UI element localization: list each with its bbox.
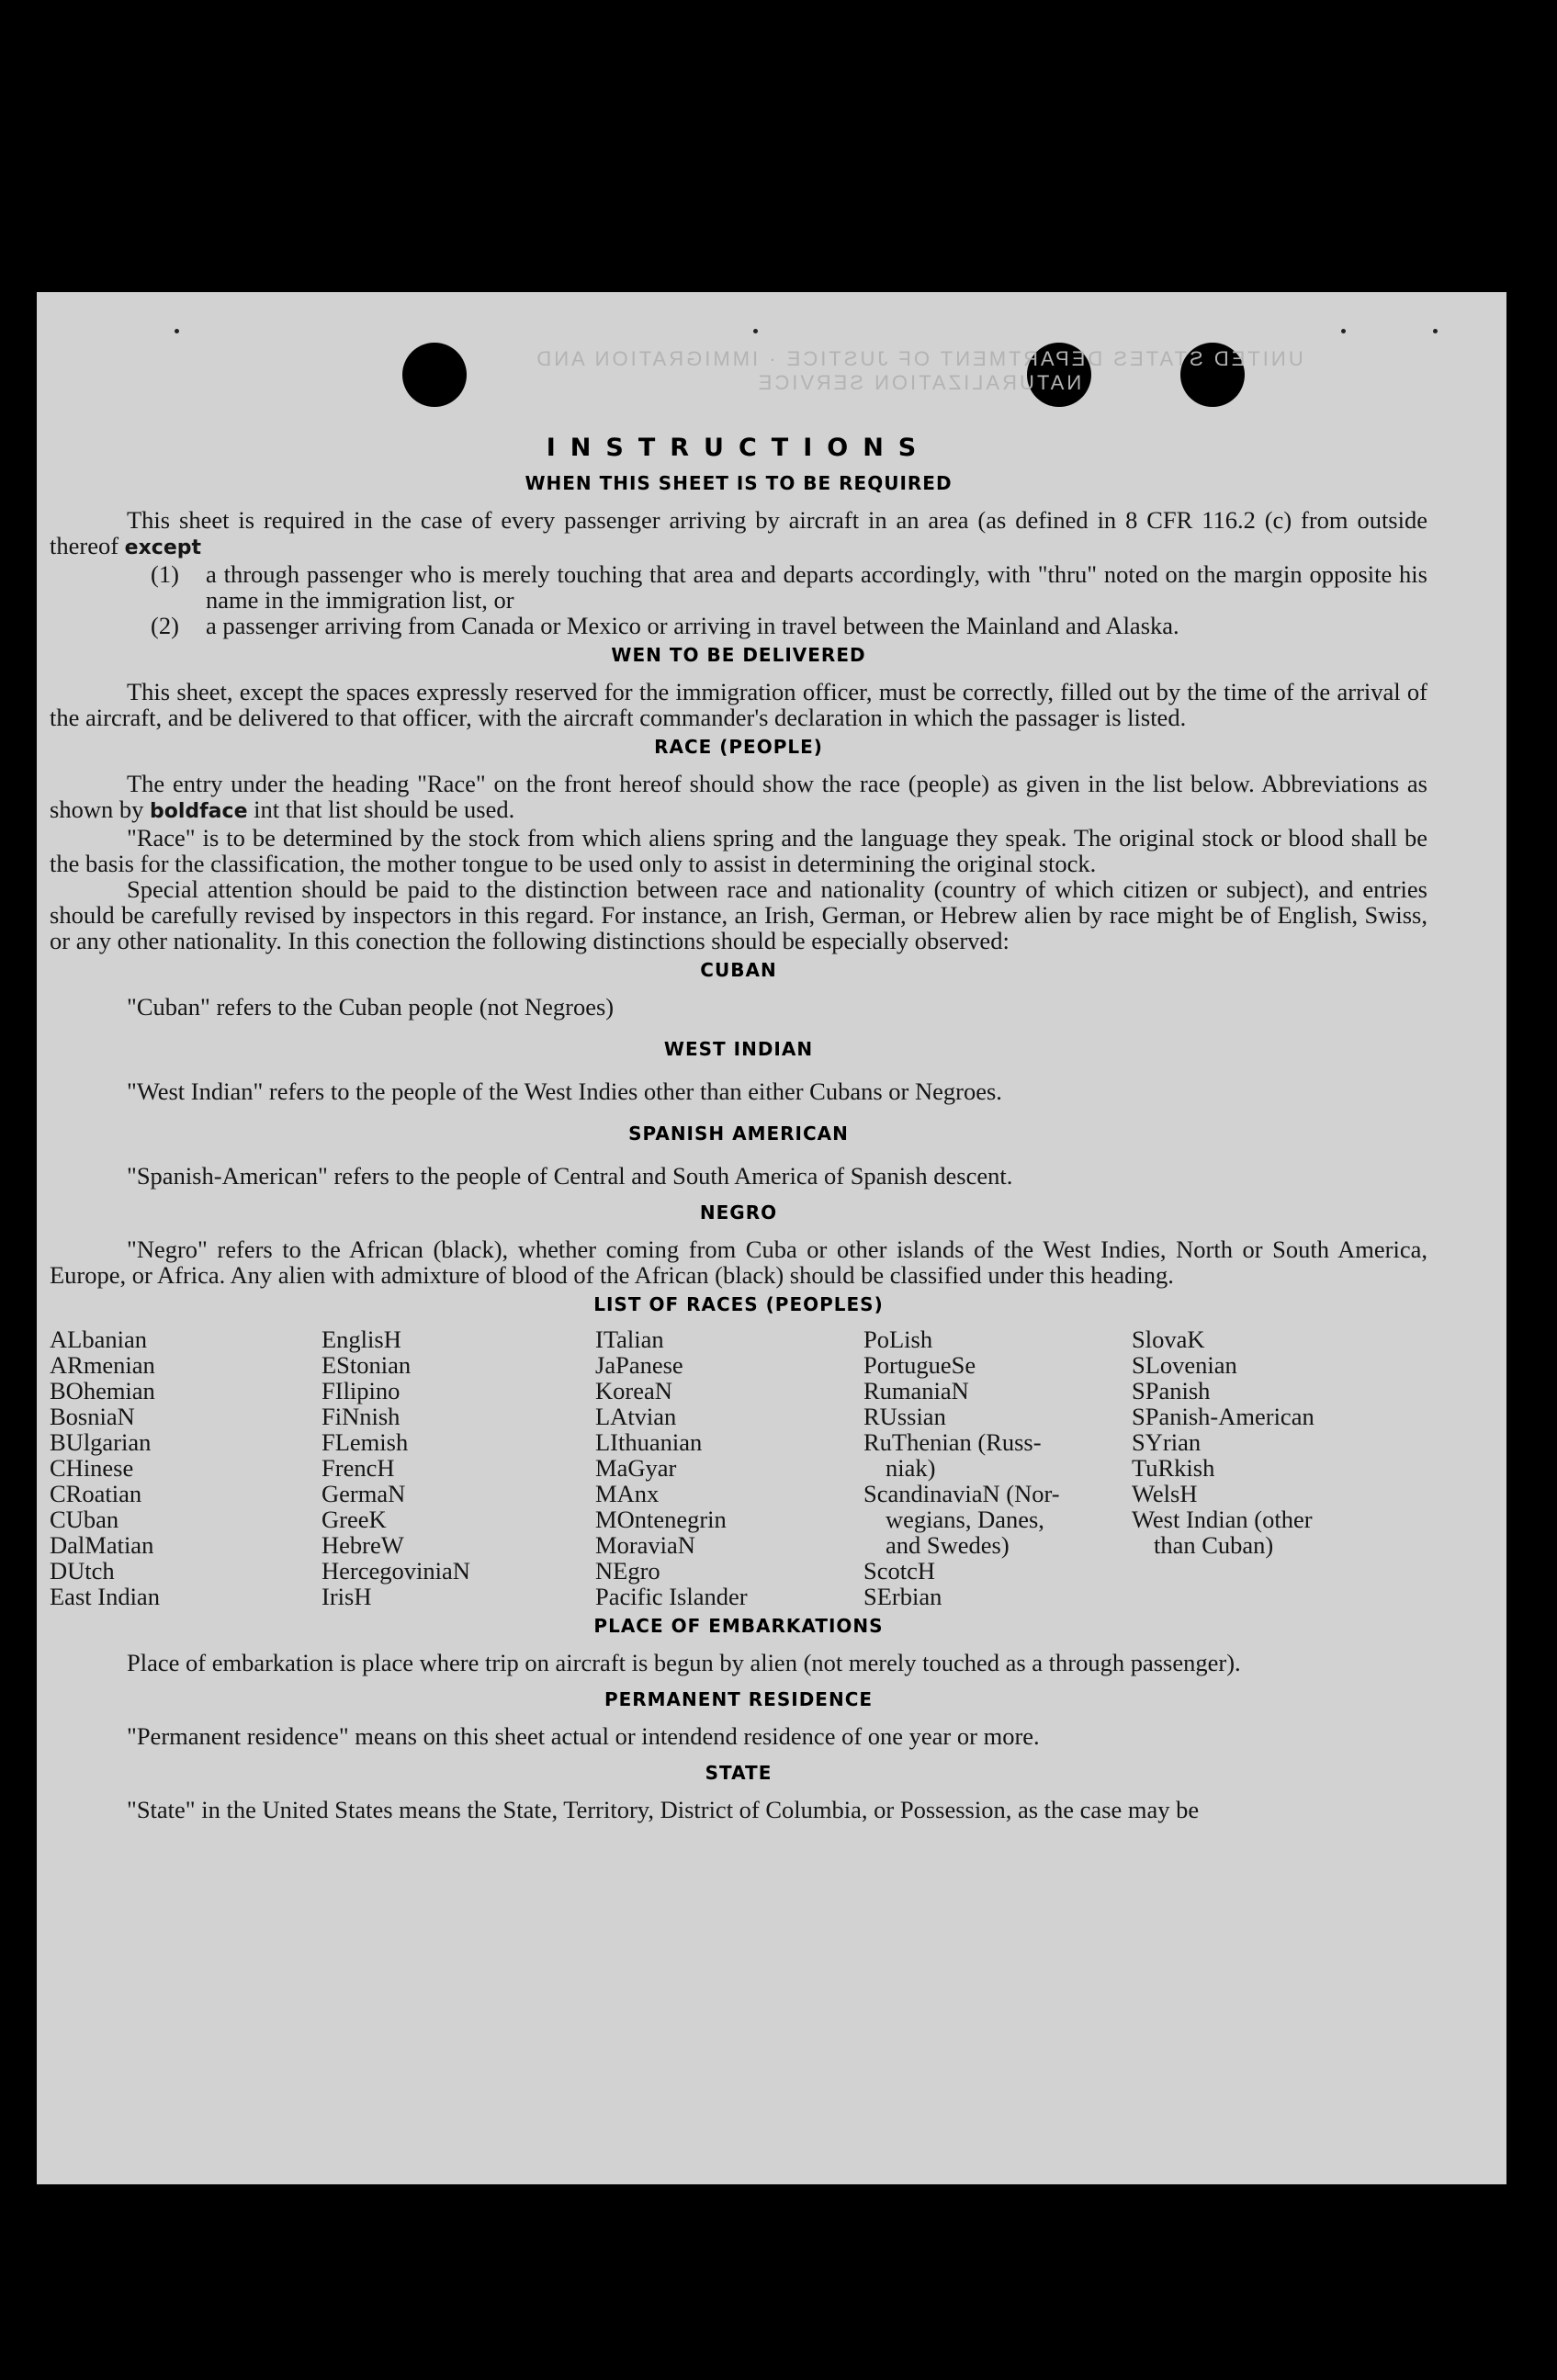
race-entry: TuRkish xyxy=(1132,1454,1215,1482)
race-entry: MoraviaN xyxy=(595,1531,695,1559)
race-entry: FLemish xyxy=(322,1428,409,1456)
race-entry: SLovenian xyxy=(1132,1351,1237,1379)
race-entry: ScandinaviaN (Nor- xyxy=(863,1480,1060,1507)
races-column xyxy=(863,1326,1132,1609)
race-entry: RuThenian (Russ- xyxy=(863,1428,1042,1456)
race-entry: EStonian xyxy=(322,1351,412,1379)
race-entry: ALbanian xyxy=(50,1325,147,1353)
race-entry: FiNnish xyxy=(322,1403,401,1430)
race-paragraph-3: Special attention should be paid to the distinction between race and nationality (country of which citizen or subject), and entries should be carefully revised by inspectors in this regard. For instance, an Irish, German, or Hebrew alien by race might be of English, Swiss, or any other nationality. In this conection the following distinctions should be especially observed: xyxy=(50,875,1427,954)
race-entry: FrencH xyxy=(322,1454,395,1482)
race-entry: East Indian xyxy=(50,1583,160,1610)
race-entry: IrisH xyxy=(322,1583,372,1610)
race-entry: HercegoviniaN xyxy=(322,1557,470,1585)
race-paragraph-1: The entry under the heading "Race" on the front hereof should show the race (people) as given in the list below. Abbreviations as shown by boldface int that list should be used. xyxy=(50,770,1427,823)
race-entry: LIthuanian xyxy=(595,1428,703,1456)
permanent-residence-text: "Permanent residence" means on this sheet actual or intendend residence of one year or more. xyxy=(127,1722,1040,1750)
races-table xyxy=(50,1326,1427,1609)
race-entry: ARmenian xyxy=(50,1351,155,1379)
heading-race: RACE (PEOPLE) xyxy=(654,736,823,758)
race-entry: GreeK xyxy=(322,1506,387,1533)
race-entry: WelsH xyxy=(1132,1480,1198,1507)
races-column xyxy=(322,1326,595,1609)
race-entry: RumaniaN xyxy=(863,1377,969,1404)
list-item: (1) a through passenger who is merely touching that area and departs accordingly, with "thru" noted on the margin opposite his name in the immigration list, or xyxy=(151,560,1427,614)
race-entry: SPanish-American xyxy=(1132,1403,1314,1430)
race-entry: BOhemian xyxy=(50,1377,155,1404)
race-entry: Pacific Islander xyxy=(595,1583,748,1610)
heading-when-delivered: WEN TO BE DELIVERED xyxy=(611,644,866,666)
race-entry: SErbian xyxy=(863,1583,942,1610)
race-entry: and Swedes) xyxy=(886,1531,1010,1559)
race-entry: KoreaN xyxy=(595,1377,672,1404)
race-entry: PoLish xyxy=(863,1325,933,1353)
page-title: INSTRUCTIONS xyxy=(546,434,931,462)
state-text: "State" in the United States means the State, Territory, District of Columbia, or Possession, as the case may be xyxy=(127,1796,1200,1823)
race-entry: LAtvian xyxy=(595,1403,677,1430)
heading-cuban: CUBAN xyxy=(700,959,777,981)
race-entry: JaPanese xyxy=(595,1351,683,1379)
race-entry: BUlgarian xyxy=(50,1428,152,1456)
bold-boldface: boldface xyxy=(149,800,248,823)
instructions-content xyxy=(50,430,1427,1822)
races-column xyxy=(50,1326,322,1609)
punch-hole xyxy=(402,343,467,407)
race-entry: ScotcH xyxy=(863,1557,936,1585)
races-column xyxy=(1132,1326,1380,1609)
race-entry: NEgro xyxy=(595,1557,660,1585)
race-entry: SYrian xyxy=(1132,1428,1202,1456)
heading-permanent-residence: PERMANENT RESIDENCE xyxy=(604,1688,874,1710)
heading-west-indian: WEST INDIAN xyxy=(663,1038,814,1060)
race-entry: MaGyar xyxy=(595,1454,677,1482)
race-entry: PortugueSe xyxy=(863,1351,976,1379)
race-entry: FIlipino xyxy=(322,1377,401,1404)
race-entry: ITalian xyxy=(595,1325,664,1353)
paper-speck xyxy=(1341,329,1346,333)
race-entry: GermaN xyxy=(322,1480,406,1507)
heading-list-of-races: LIST OF RACES (PEOPLES) xyxy=(593,1293,884,1315)
race-entry: niak) xyxy=(886,1454,936,1482)
heading-state: STATE xyxy=(705,1762,773,1784)
west-indian-text: "West Indian" refers to the people of the West Indies other than either Cubans or Negroes. xyxy=(127,1077,1002,1105)
heading-when-required: WHEN THIS SHEET IS TO BE REQUIRED xyxy=(525,472,953,494)
race-entry: West Indian (other xyxy=(1132,1506,1313,1533)
race-entry: wegians, Danes, xyxy=(886,1506,1044,1533)
embarkation-text: Place of embarkation is place where trip on aircraft is begun by alien (not merely touched as a through passenger). xyxy=(127,1649,1241,1676)
race-entry: than Cuban) xyxy=(1154,1531,1274,1559)
race-entry: CRoatian xyxy=(50,1480,142,1507)
race-entry: CUban xyxy=(50,1506,119,1533)
list-item: (2) a passenger arriving from Canada or Mexico or arriving in travel between the Mainland and Alaska. xyxy=(151,612,1179,639)
bleed-through-header: UNITED STATES DEPARTMENT OF JUSTICE · IMMIGRATION AND NATURALIZATION SERVICE xyxy=(534,347,1303,394)
paper-speck xyxy=(753,329,758,333)
race-entry: SPanish xyxy=(1132,1377,1211,1404)
negro-text: "Negro" refers to the African (black), whether coming from Cuba or other islands of the West Indies, North or South America, Europe, or Africa. Any alien with admixture of blood of the African (black) should be classified under this heading. xyxy=(50,1235,1427,1289)
race-entry: MOntenegrin xyxy=(595,1506,727,1533)
heading-spanish-american: SPANISH AMERICAN xyxy=(628,1122,849,1145)
race-entry: HebreW xyxy=(322,1531,404,1559)
document-sheet xyxy=(37,292,1506,2184)
race-entry: DUtch xyxy=(50,1557,115,1585)
paper-speck xyxy=(1433,329,1438,333)
when-delivered-text: This sheet, except the spaces expressly reserved for the immigration officer, must be correctly, filled out by the time of the arrival of the aircraft, and be delivered to that officer, with the aircraft commander's declaration in which the passager is listed. xyxy=(50,678,1427,731)
paper-speck xyxy=(175,329,179,333)
bold-except: except xyxy=(124,536,202,559)
spanish-american-text: "Spanish-American" refers to the people of Central and South America of Spanish descent. xyxy=(127,1162,1013,1190)
race-entry: MAnx xyxy=(595,1480,660,1507)
heading-embarkation: PLACE OF EMBARKATIONS xyxy=(593,1615,884,1637)
race-entry: EnglisH xyxy=(322,1325,401,1353)
race-entry: BosniaN xyxy=(50,1403,135,1430)
race-paragraph-2: "Race" is to be determined by the stock from which aliens spring and the language they speak. The original stock or blood shall be the basis for the classification, the mother tongue to be used only to assist in determining the original stock. xyxy=(50,824,1427,877)
cuban-text: "Cuban" refers to the Cuban people (not Negroes) xyxy=(127,993,615,1021)
when-required-intro: This sheet is required in the case of every passenger arriving by aircraft in an area (as defined in 8 CFR 116.2 (c) from outside thereof except xyxy=(50,506,1427,559)
race-entry: RUssian xyxy=(863,1403,946,1430)
race-entry: SlovaK xyxy=(1132,1325,1205,1353)
heading-negro: NEGRO xyxy=(699,1201,778,1224)
race-entry: DalMatian xyxy=(50,1531,154,1559)
race-entry: CHinese xyxy=(50,1454,134,1482)
races-column xyxy=(595,1326,863,1609)
